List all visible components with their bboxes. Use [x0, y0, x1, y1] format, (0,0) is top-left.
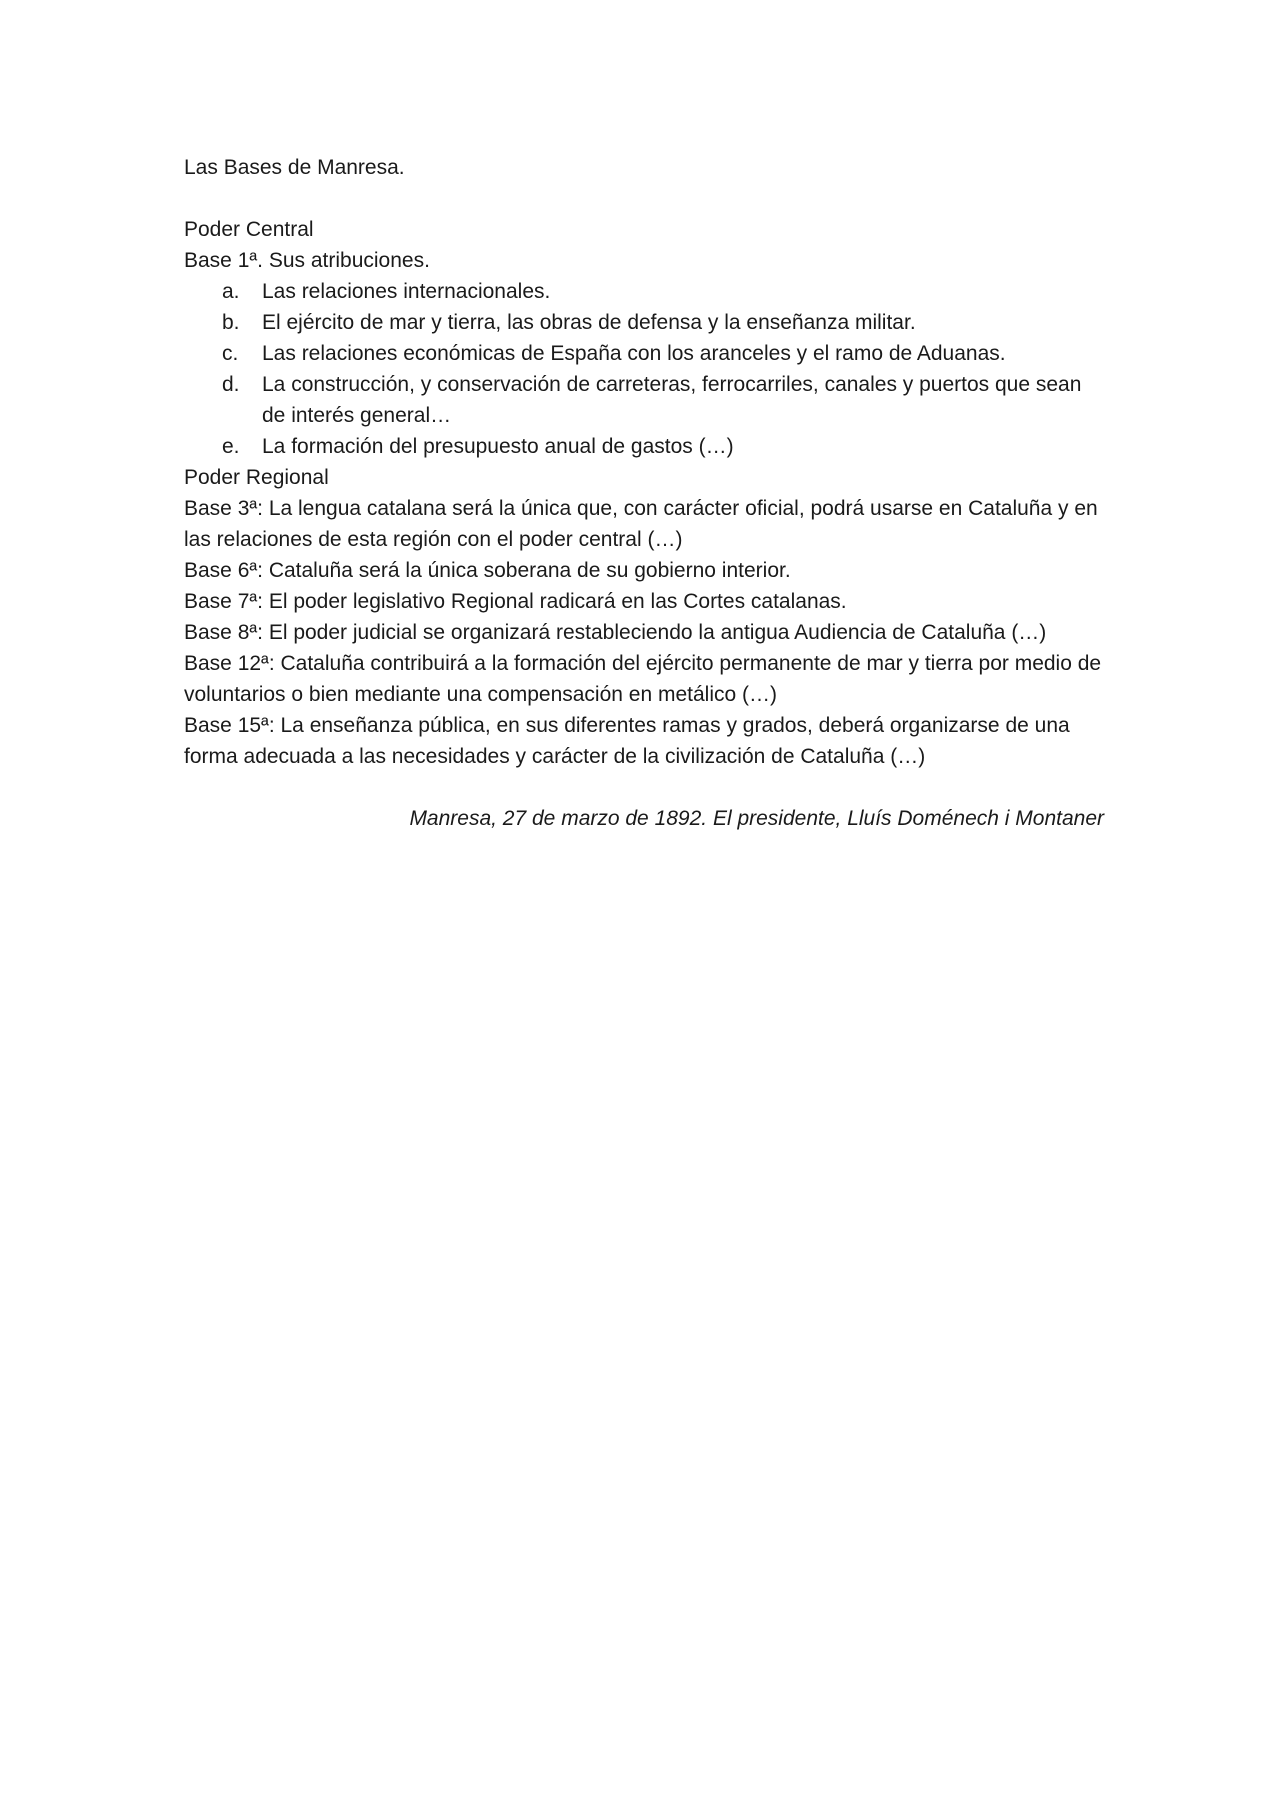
list-item-text: El ejército de mar y tierra, las obras de defensa y la enseñanza militar. [262, 311, 916, 334]
list-item [184, 369, 1104, 431]
list-marker: d. [222, 373, 240, 396]
document-title: Las Bases de Manresa. [184, 156, 405, 179]
list-item-text: La formación del presupuesto anual de gastos (…) [262, 435, 734, 458]
list-item [184, 431, 1104, 462]
blank-line [184, 772, 1104, 803]
base-paragraph: Base 8ª: El poder judicial se organizará restableciendo la antigua Audiencia de Cataluña (…) [184, 621, 1047, 644]
list-marker: a. [222, 280, 240, 303]
document-body [184, 152, 1104, 834]
base-paragraph: Base 12ª: Cataluña contribuirá a la formación del ejército permanente de mar y tierra por medio de voluntarios o bien mediante una compensación en metálico (…) [184, 652, 1102, 706]
section-heading-poder-regional: Poder Regional [184, 466, 329, 489]
base-paragraph: Base 6ª: Cataluña será la única soberana de su gobierno interior. [184, 559, 791, 582]
list-item-text: Las relaciones económicas de España con los aranceles y el ramo de Aduanas. [262, 342, 1006, 365]
list-item [184, 276, 1104, 307]
central-powers-list [184, 276, 1104, 462]
list-item-text: La construcción, y conservación de carreteras, ferrocarriles, canales y puertos que sean de interés general… [262, 373, 1082, 427]
list-marker: c. [222, 342, 239, 365]
signature-line: Manresa, 27 de marzo de 1892. El presidente, Lluís Doménech i Montaner [409, 807, 1104, 830]
base-paragraph: Base 7ª: El poder legislativo Regional radicará en las Cortes catalanas. [184, 590, 847, 613]
section-heading-poder-central: Poder Central [184, 218, 314, 241]
blank-line [184, 183, 1104, 214]
base-paragraph: Base 15ª: La enseñanza pública, en sus diferentes ramas y grados, deberá organizarse de una forma adecuada a las necesidades y carácter de la civilización de Cataluña (…) [184, 714, 1070, 768]
list-marker: e. [222, 435, 240, 458]
list-marker: b. [222, 311, 240, 334]
base-1-intro: Base 1ª. Sus atribuciones. [184, 249, 430, 272]
list-item-text: Las relaciones internacionales. [262, 280, 551, 303]
base-paragraph: Base 3ª: La lengua catalana será la única que, con carácter oficial, podrá usarse en Cataluña y en las relaciones de esta región con el poder central (…) [184, 497, 1098, 551]
list-item [184, 338, 1104, 369]
list-item [184, 307, 1104, 338]
